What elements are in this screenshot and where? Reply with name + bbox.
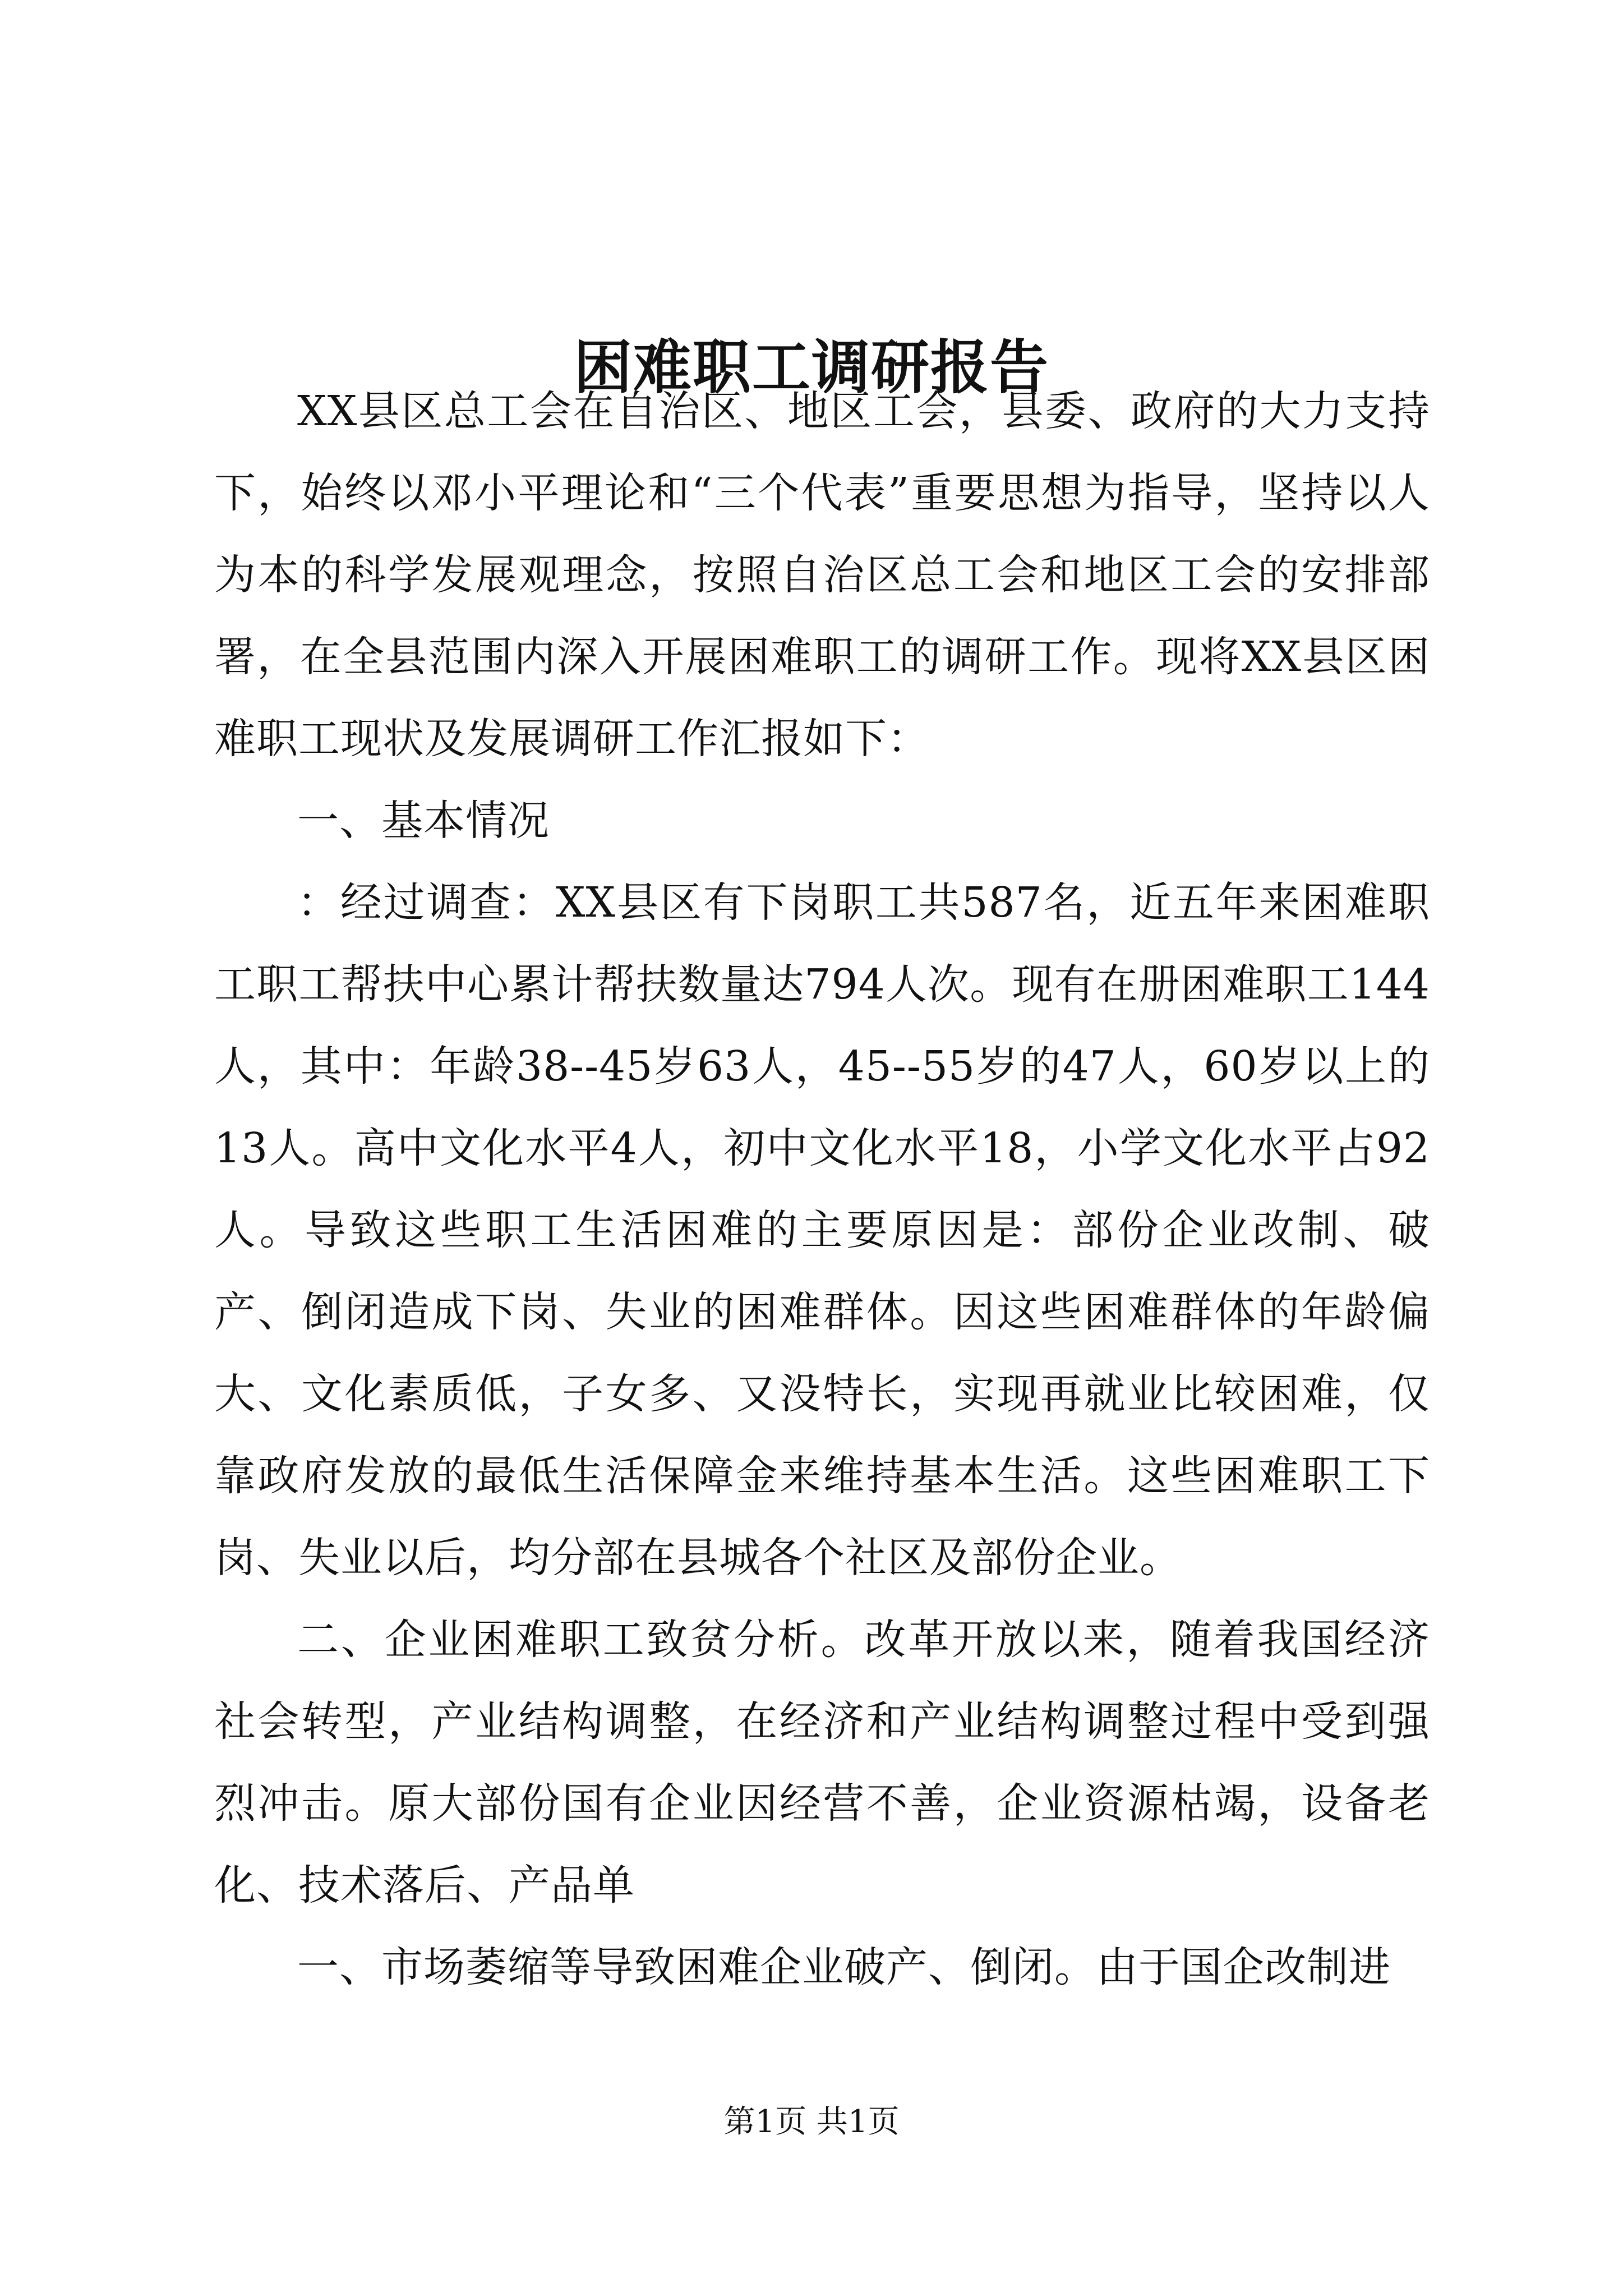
page-footer: 第1页 共1页 [723,2104,900,2140]
document-title: 困难职工调研报告 [573,332,1049,402]
paragraph-market-shrink: 一、市场萎缩等导致困难企业破产、倒闭。由于国企改制进 [297,1943,1391,1991]
section-heading-basic-situation: 一、基本情况 [297,797,550,845]
paragraph-basic-situation: ：经过调查：XX县区有下岗职工共587名，近五年来困难职工职工帮扶中心累计帮扶数量达794人次。现有在册困难职工144人，其中：年龄38--45岁63人，45--55岁的47人，60岁以上的13人。高中文化水平4人，初中文化水平18，小学文化水平占92人。导致这些职工生活困难的主要原因是：部份企业改制、破产、倒闭造成下岗、失业的困难群体。因这些困难群体的年龄偏大、文化素质低，子女多、又没特长，实现再就业比较困难，仅靠政府发放的最低生活保障金来维持基本生活。这些困难职工下岗、失业以后，均分部在县城各个社区及部份企业。 [214,878,1430,1582]
document-body [214,370,1430,2008]
paragraph-intro: XX县区总工会在自治区、地区工会，县委、政府的大力支持下，始终以邓小平理论和“三个代表”重要思想为指导，坚持以人为本的科学发展观理念，按照自治区总工会和地区工会的安排部署，在全县范围内深入开展困难职工的调研工作。现将XX县区困难职工现状及发展调研工作汇报如下： [214,387,1430,763]
paragraph-poverty-analysis: 二、企业困难职工致贫分析。改革开放以来，随着我国经济社会转型，产业结构调整，在经济和产业结构调整过程中受到强烈冲击。原大部份国有企业因经营不善，企业资源枯竭，设备老化、技术落后、产品单 [214,1616,1430,1910]
